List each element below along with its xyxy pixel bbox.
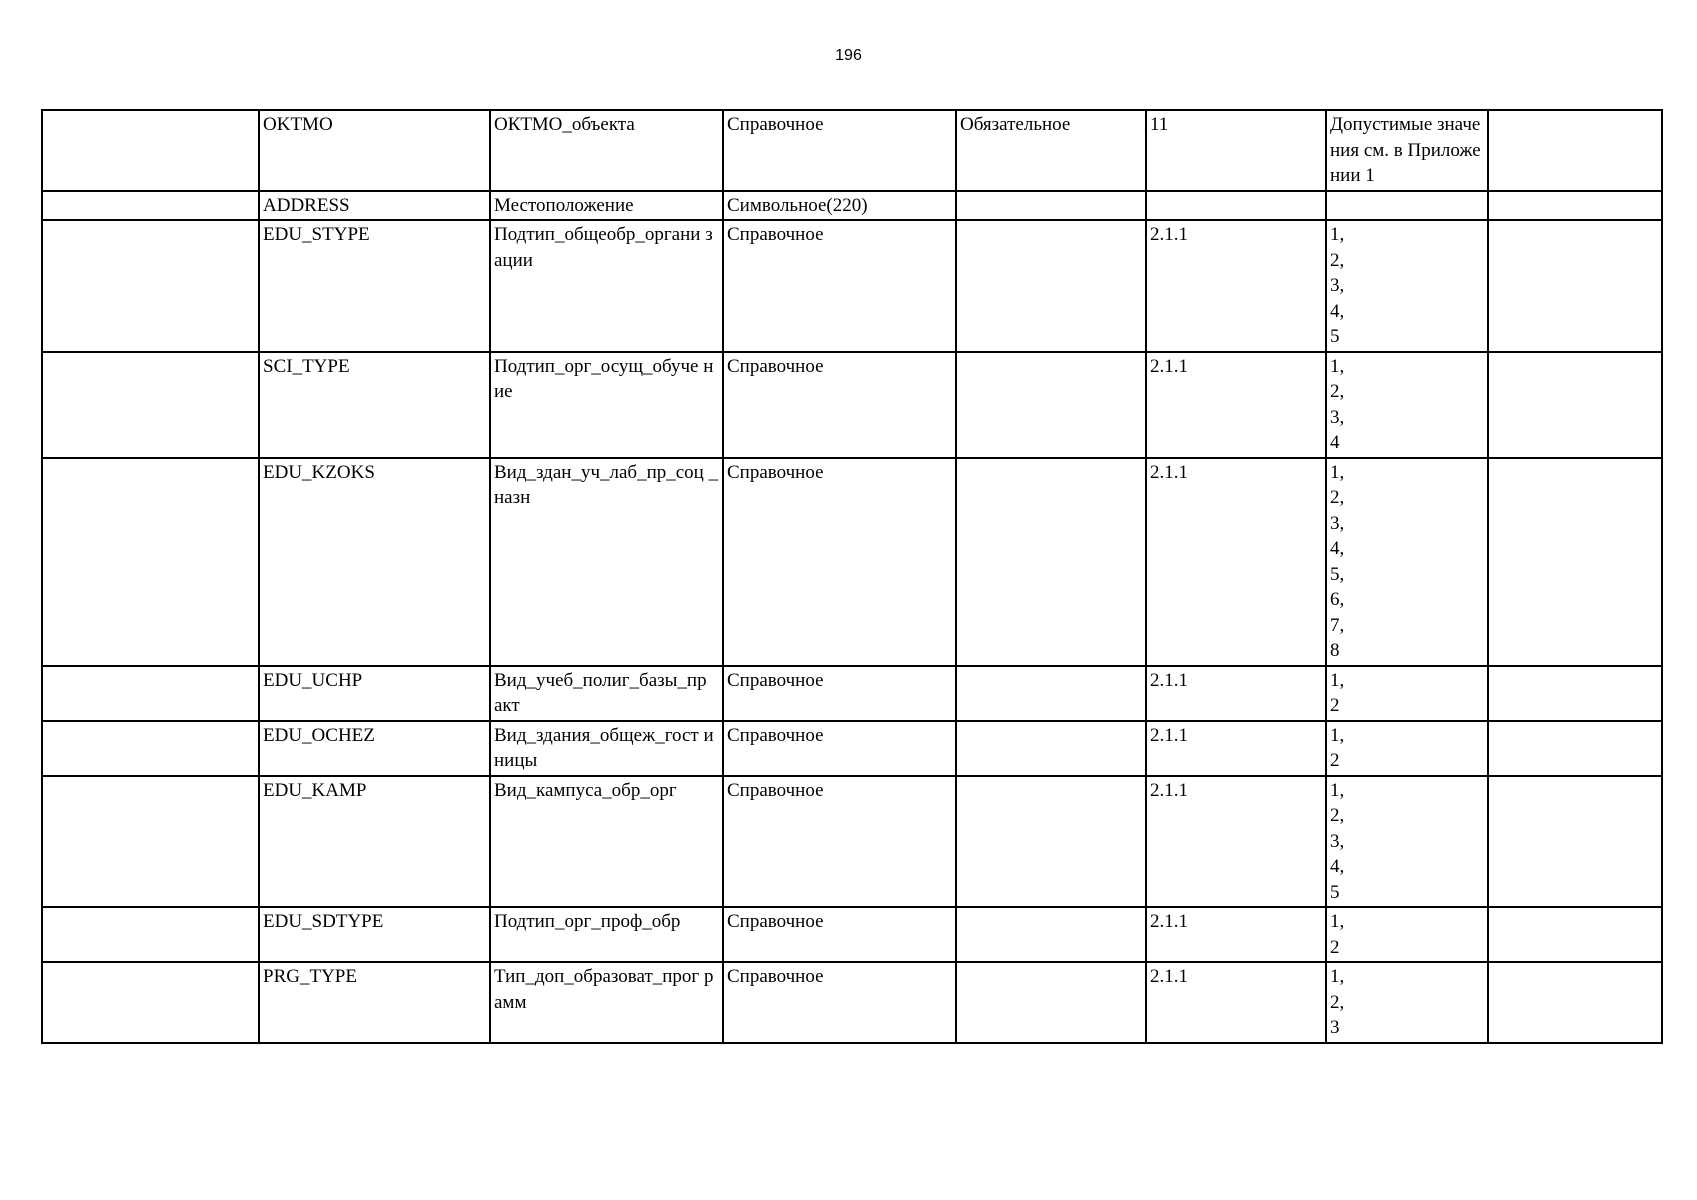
cell-reference: 2.1.1 bbox=[1146, 776, 1326, 908]
cell-field-type: Справочное bbox=[723, 962, 956, 1043]
cell-note bbox=[1488, 962, 1662, 1043]
cell-empty bbox=[42, 907, 259, 962]
cell-allowed-values: 1, 2 bbox=[1326, 666, 1488, 721]
cell-field-code: SCI_TYPE bbox=[259, 352, 490, 458]
cell-field-type: Справочное bbox=[723, 666, 956, 721]
cell-allowed-values bbox=[1326, 191, 1488, 221]
cell-reference bbox=[1146, 191, 1326, 221]
table-row bbox=[42, 458, 1662, 666]
cell-allowed-values: 1, 2, 3, 4, 5 bbox=[1326, 220, 1488, 352]
cell-field-code: PRG_TYPE bbox=[259, 962, 490, 1043]
cell-empty bbox=[42, 962, 259, 1043]
cell-obligation bbox=[956, 962, 1146, 1043]
cell-note bbox=[1488, 721, 1662, 776]
cell-allowed-values: 1, 2, 3, 4 bbox=[1326, 352, 1488, 458]
cell-obligation bbox=[956, 721, 1146, 776]
cell-empty bbox=[42, 666, 259, 721]
table-row bbox=[42, 776, 1662, 908]
cell-empty bbox=[42, 721, 259, 776]
cell-field-name: Вид_кампуса_обр_орг bbox=[490, 776, 723, 908]
cell-obligation bbox=[956, 191, 1146, 221]
cell-empty bbox=[42, 220, 259, 352]
cell-empty bbox=[42, 776, 259, 908]
table-row bbox=[42, 191, 1662, 221]
cell-empty bbox=[42, 191, 259, 221]
cell-reference: 2.1.1 bbox=[1146, 721, 1326, 776]
cell-allowed-values: 1, 2 bbox=[1326, 907, 1488, 962]
cell-field-name: Вид_здания_общеж_гост иницы bbox=[490, 721, 723, 776]
cell-note bbox=[1488, 458, 1662, 666]
cell-obligation bbox=[956, 458, 1146, 666]
cell-field-name: Подтип_орг_проф_обр bbox=[490, 907, 723, 962]
cell-field-type: Символьное(220) bbox=[723, 191, 956, 221]
cell-note bbox=[1488, 776, 1662, 908]
cell-field-code: ADDRESS bbox=[259, 191, 490, 221]
cell-field-type: Справочное bbox=[723, 776, 956, 908]
cell-obligation bbox=[956, 352, 1146, 458]
cell-field-code: EDU_KZOKS bbox=[259, 458, 490, 666]
cell-allowed-values: 1, 2 bbox=[1326, 721, 1488, 776]
table-row bbox=[42, 962, 1662, 1043]
cell-obligation bbox=[956, 776, 1146, 908]
cell-field-code: EDU_OCHEZ bbox=[259, 721, 490, 776]
cell-field-name: Тип_доп_образоват_прог рамм bbox=[490, 962, 723, 1043]
cell-field-type: Справочное bbox=[723, 907, 956, 962]
cell-field-type: Справочное bbox=[723, 458, 956, 666]
cell-note bbox=[1488, 220, 1662, 352]
cell-allowed-values: Допустимые значения см. в Приложении 1 bbox=[1326, 110, 1488, 191]
cell-obligation bbox=[956, 666, 1146, 721]
cell-empty bbox=[42, 352, 259, 458]
cell-note bbox=[1488, 110, 1662, 191]
cell-reference: 2.1.1 bbox=[1146, 962, 1326, 1043]
cell-field-name: Вид_здан_уч_лаб_пр_соц _назн bbox=[490, 458, 723, 666]
cell-note bbox=[1488, 352, 1662, 458]
table-row bbox=[42, 220, 1662, 352]
cell-field-name: Подтип_общеобр_органи зации bbox=[490, 220, 723, 352]
cell-field-name: Вид_учеб_полиг_базы_пр акт bbox=[490, 666, 723, 721]
cell-field-name: Местоположение bbox=[490, 191, 723, 221]
cell-allowed-values: 1, 2, 3, 4, 5 bbox=[1326, 776, 1488, 908]
cell-reference: 11 bbox=[1146, 110, 1326, 191]
cell-field-name: Подтип_орг_осущ_обуче ние bbox=[490, 352, 723, 458]
cell-field-code: EDU_KAMP bbox=[259, 776, 490, 908]
table-row bbox=[42, 110, 1662, 191]
table-row bbox=[42, 352, 1662, 458]
cell-empty bbox=[42, 458, 259, 666]
cell-field-code: EDU_SDTYPE bbox=[259, 907, 490, 962]
cell-field-name: ОКТМО_объекта bbox=[490, 110, 723, 191]
cell-reference: 2.1.1 bbox=[1146, 352, 1326, 458]
cell-note bbox=[1488, 666, 1662, 721]
cell-note bbox=[1488, 907, 1662, 962]
cell-field-code: EDU_UCHP bbox=[259, 666, 490, 721]
cell-field-code: EDU_STYPE bbox=[259, 220, 490, 352]
cell-field-type: Справочное bbox=[723, 352, 956, 458]
cell-reference: 2.1.1 bbox=[1146, 666, 1326, 721]
table-row bbox=[42, 721, 1662, 776]
cell-obligation bbox=[956, 220, 1146, 352]
cell-field-code: OKTMO bbox=[259, 110, 490, 191]
attributes-table bbox=[41, 109, 1663, 1044]
cell-reference: 2.1.1 bbox=[1146, 458, 1326, 666]
cell-field-type: Справочное bbox=[723, 721, 956, 776]
cell-allowed-values: 1, 2, 3, 4, 5, 6, 7, 8 bbox=[1326, 458, 1488, 666]
table-row bbox=[42, 907, 1662, 962]
cell-field-type: Справочное bbox=[723, 220, 956, 352]
cell-reference: 2.1.1 bbox=[1146, 220, 1326, 352]
cell-note bbox=[1488, 191, 1662, 221]
page-number: 196 bbox=[835, 47, 862, 64]
cell-field-type: Справочное bbox=[723, 110, 956, 191]
cell-reference: 2.1.1 bbox=[1146, 907, 1326, 962]
cell-obligation: Обязательное bbox=[956, 110, 1146, 191]
cell-empty bbox=[42, 110, 259, 191]
table-row bbox=[42, 666, 1662, 721]
cell-obligation bbox=[956, 907, 1146, 962]
cell-allowed-values: 1, 2, 3 bbox=[1326, 962, 1488, 1043]
